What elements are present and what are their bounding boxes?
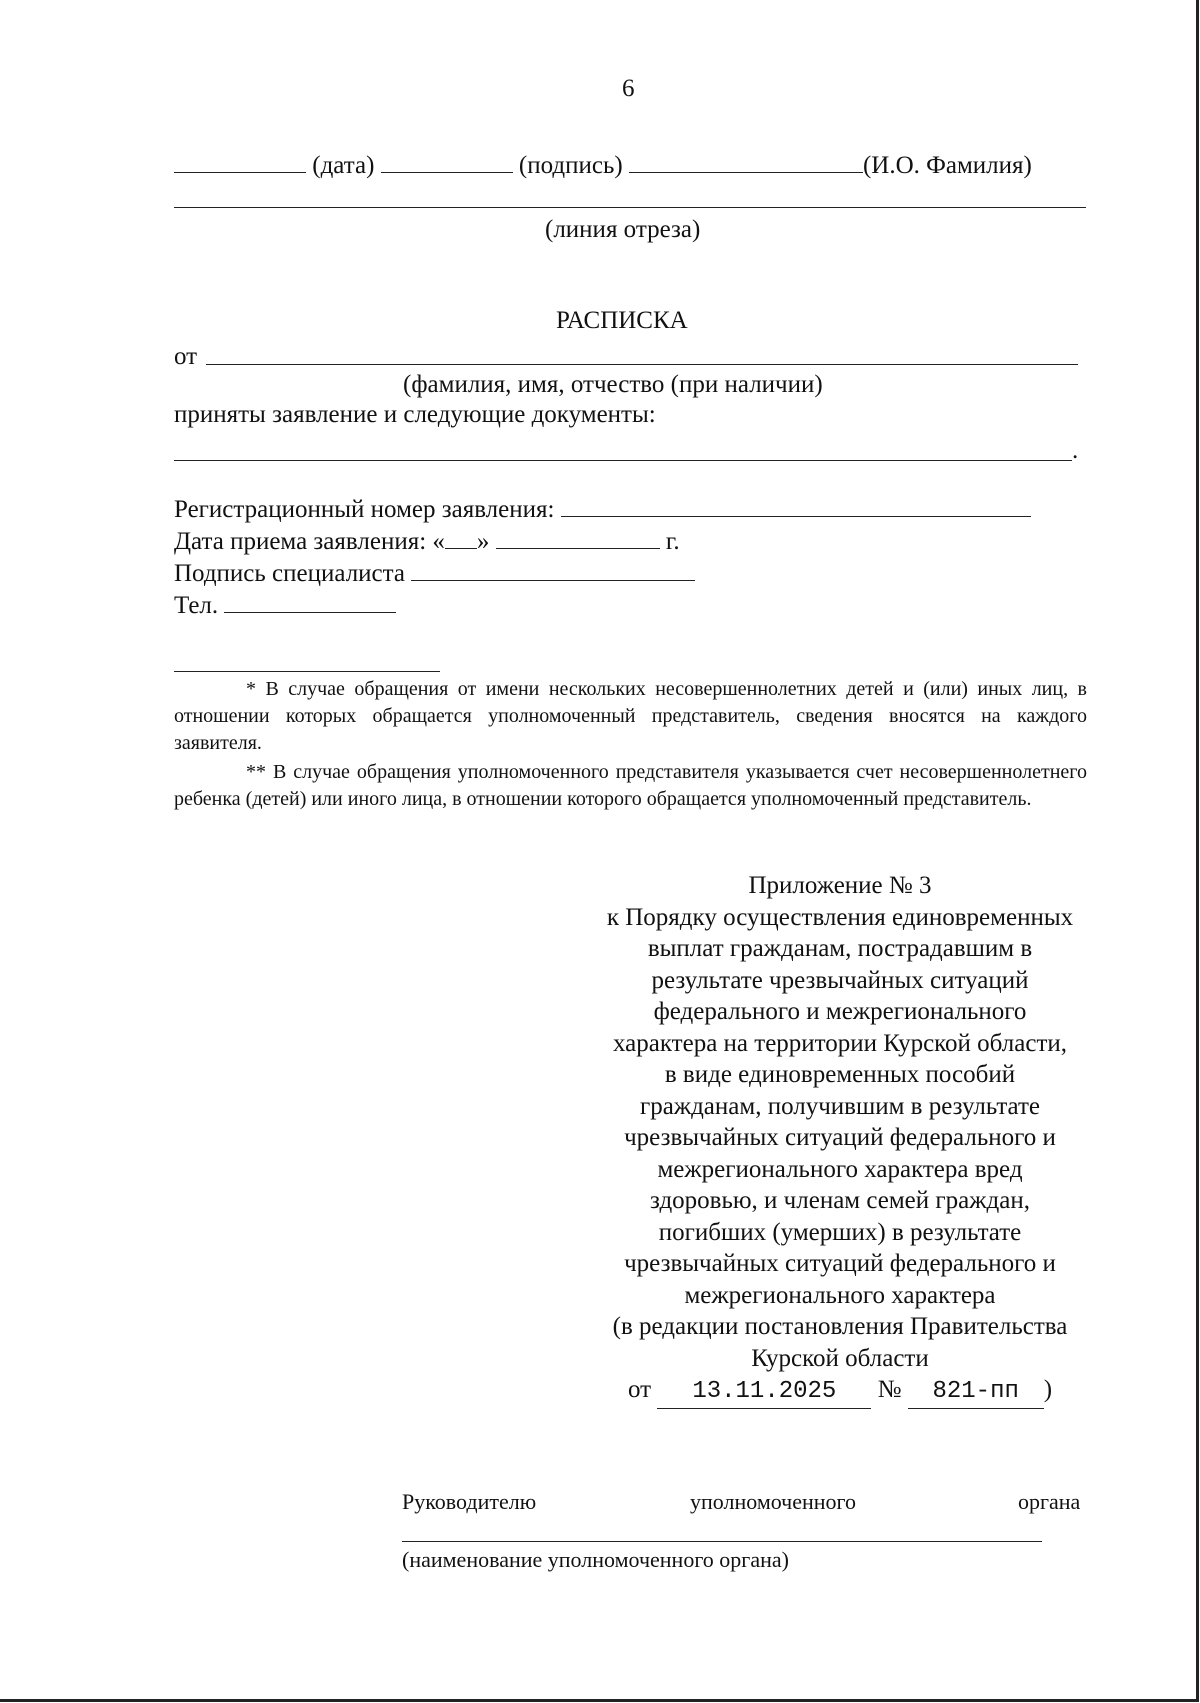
appendix-line: (в редакции постановления Правительства xyxy=(612,1313,1068,1340)
date-caption: (дата) xyxy=(312,152,375,179)
appendix-line: выплат гражданам, пострадавшим в xyxy=(647,935,1033,962)
resolution-date: 13.11.2025 xyxy=(657,1376,871,1409)
from-blank xyxy=(206,364,1078,365)
footnotes xyxy=(174,676,1087,813)
date-blank xyxy=(174,150,306,173)
reg-number-row xyxy=(174,494,1031,525)
reg-number-label: Регистрационный номер заявления: xyxy=(174,496,555,523)
day-blank xyxy=(445,526,477,549)
appendix-line: здоровью, и членам семей граждан, xyxy=(650,1187,1030,1214)
addressee-word-1: Руководителю xyxy=(402,1489,537,1514)
appendix-line: Курской области xyxy=(751,1344,929,1372)
specialist-signature-label: Подпись специалиста xyxy=(174,560,405,587)
signature-row xyxy=(174,150,1032,181)
specialist-signature-blank xyxy=(411,558,695,581)
receipt-from-label: от xyxy=(174,343,198,370)
signature-caption: (подпись) xyxy=(518,152,623,179)
receipt-title: РАСПИСКА xyxy=(556,307,688,334)
date-received-label: Дата приема заявления: « xyxy=(174,528,445,555)
appendix-line: в виде единовременных пособий xyxy=(664,1061,1016,1088)
phone-row xyxy=(174,590,396,621)
name-caption: (фамилия, имя, отчество (при наличии) xyxy=(403,371,823,398)
name-blank xyxy=(629,150,863,173)
appendix-header xyxy=(560,870,1120,1409)
appendix-line: межрегионального характера xyxy=(684,1281,996,1309)
resolution-number-label: № xyxy=(877,1376,902,1403)
addressee-word-2: уполномоченного xyxy=(690,1489,857,1514)
appendix-line: результате чрезвычайных ситуаций xyxy=(651,966,1029,994)
appendix-line: гражданам, получившим в результате xyxy=(639,1092,1041,1120)
footnote-2: ** В случае обращения уполномоченного представителя указывается счет несовершеннолетнего ребенка (детей) или иного лица, в отношении которого обращается уполномоченный представитель. xyxy=(174,761,1087,810)
appendix-line: погибших (умерших) в результате xyxy=(658,1218,1022,1246)
appendix-line: к Порядку осуществления единовременных xyxy=(606,903,1074,931)
documents-period: . xyxy=(1072,437,1079,464)
year-suffix: г. xyxy=(665,528,680,555)
footnote-1: * В случае обращения от имени нескольких несовершеннолетних детей и (или) иных лиц, в отношении которых обращается уполномоченный представитель, сведения вносятся на каждого заявителя. xyxy=(174,678,1087,754)
resolution-close-paren: ) xyxy=(1043,1376,1053,1403)
appendix-line: чрезвычайных ситуаций федерального и xyxy=(624,1250,1056,1277)
footnote-separator xyxy=(174,671,440,672)
authority-name-caption: (наименование уполномоченного органа) xyxy=(402,1547,789,1572)
signature-blank xyxy=(381,150,513,173)
reg-number-blank xyxy=(561,494,1031,517)
phone-label: Тел. xyxy=(174,592,219,619)
addressee-word-3: органа xyxy=(1018,1489,1081,1514)
cut-line xyxy=(174,207,1086,208)
accepted-documents-text: приняты заявление и следующие документы: xyxy=(174,401,656,428)
appendix-line: межрегионального характера вред xyxy=(657,1155,1023,1183)
appendix-title: Приложение № 3 xyxy=(748,872,932,899)
authority-name-blank xyxy=(402,1541,1042,1542)
name-caption: (И.О. Фамилия) xyxy=(862,152,1032,179)
resolution-number: 821-пп xyxy=(908,1376,1044,1409)
specialist-signature-row xyxy=(174,558,695,589)
cut-line-label: (линия отреза) xyxy=(545,216,701,243)
page-number: 6 xyxy=(622,75,635,102)
phone-blank xyxy=(224,590,396,613)
date-received-row xyxy=(174,526,680,557)
date-quote-close: » xyxy=(476,528,490,555)
documents-blank xyxy=(174,460,1072,461)
appendix-line: федерального и межрегионального xyxy=(653,998,1027,1025)
resolution-row xyxy=(560,1374,1120,1409)
resolution-from-label: от xyxy=(627,1376,652,1403)
month-blank xyxy=(496,526,660,549)
appendix-line: чрезвычайных ситуаций федерального и xyxy=(624,1124,1056,1151)
appendix-line: характера на территории Курской области, xyxy=(613,1029,1067,1057)
